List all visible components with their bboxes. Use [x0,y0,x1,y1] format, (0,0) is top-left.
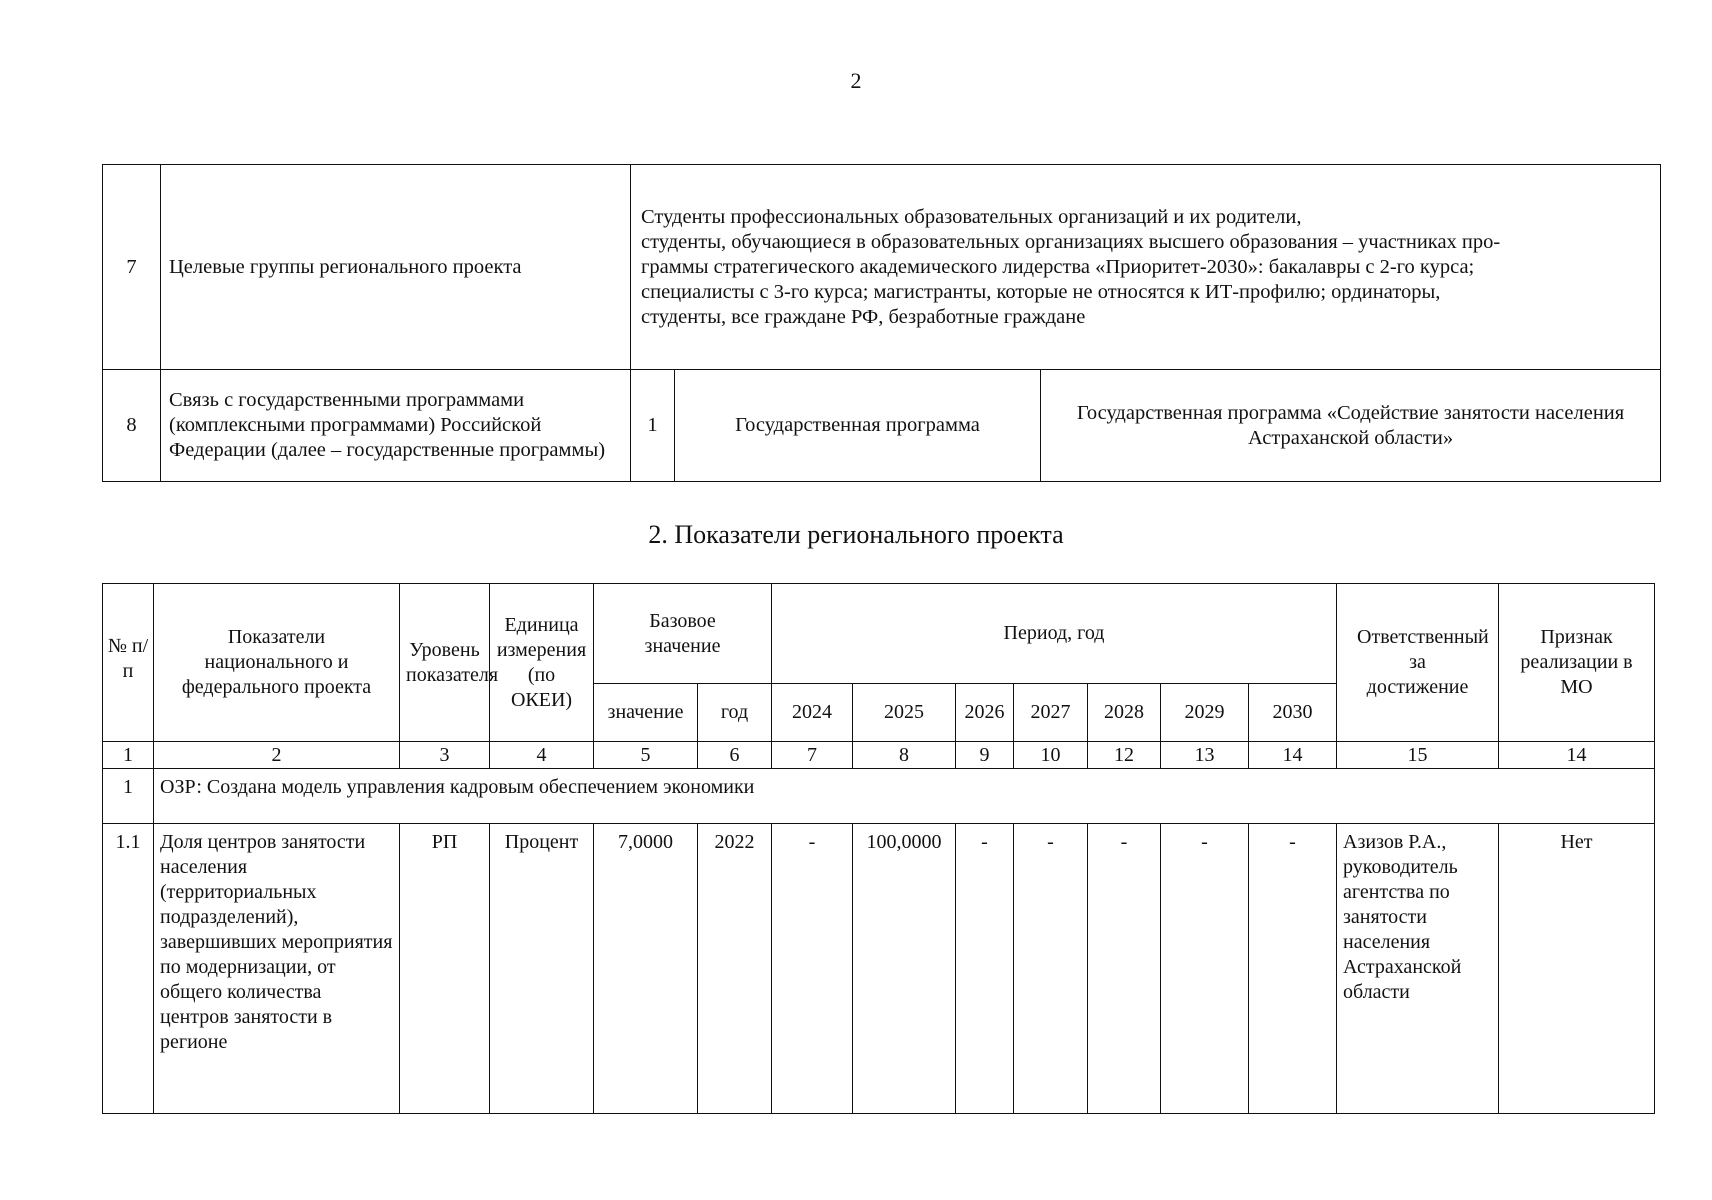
indicator-base-value: 7,0000 [594,824,698,1114]
header-year: 2028 [1088,684,1161,742]
section-title: 2. Показатели регионального проекта [648,520,1064,549]
indicator-base-year: 2022 [698,824,772,1114]
column-numbers-row [103,742,1655,769]
indicator-name: Доля центров занятости населения (территориальных подразделений), завершивших мероприятия по модернизации, от общего количества центров занятости в регионе [154,824,400,1114]
header-year: 2030 [1249,684,1337,742]
state-programs-label: Связь с государственными программами (комплексными программами) Российской Федерации (далее – государственные программы) [161,370,631,482]
row-number: 8 [103,370,161,482]
indicators-table [102,583,1655,1114]
target-groups-row [103,165,1661,370]
column-number: 10 [1014,742,1088,769]
column-number: 2 [154,742,400,769]
row-number: 7 [103,165,161,370]
section-row [103,769,1655,824]
indicator-row [103,824,1655,1114]
target-groups-content [631,165,1661,370]
program-name: Государственная программа «Содействие занятости населения Астраханской области» [1041,370,1661,482]
column-number: 13 [1161,742,1249,769]
indicator-value-2027: - [1014,824,1088,1114]
indicator-value-2030: - [1249,824,1337,1114]
header-year: 2027 [1014,684,1088,742]
indicator-value-2025: 100,0000 [853,824,956,1114]
header-base: Базовое значение [594,584,772,684]
section-number: 1 [103,769,154,824]
target-groups-line: студенты, все граждане РФ, безработные граждане [641,305,1086,328]
header-base-value: значение [594,684,698,742]
column-number: 9 [956,742,1014,769]
section-text: ОЗР: Создана модель управления кадровым обеспечением экономики [154,769,1655,824]
header-year: 2029 [1161,684,1249,742]
header-unit: Единица измерения (по ОКЕИ) [490,584,594,742]
program-sub-number: 1 [631,370,675,482]
indicator-number: 1.1 [103,824,154,1114]
target-groups-line: специалисты с 3-го курса; магистранты, которые не относятся к ИТ-профилю; ординаторы, [641,280,1441,303]
header-year: 2024 [772,684,853,742]
indicator-responsible: Азизов Р.А., руководитель агентства по занятости населения Астраханской области [1337,824,1499,1114]
indicator-value-2026: - [956,824,1014,1114]
header-row [103,584,1655,684]
target-groups-line: Студенты профессиональных образовательных организаций и их родители, [641,205,1302,228]
column-number: 6 [698,742,772,769]
indicator-unit: Процент [490,824,594,1114]
column-number: 1 [103,742,154,769]
header-level: Уровень показателя [400,584,490,742]
indicator-level: РП [400,824,490,1114]
header-year: 2025 [853,684,956,742]
column-number: 12 [1088,742,1161,769]
indicator-value-2028: - [1088,824,1161,1114]
header-mo-flag: Признак реализации в МО [1499,584,1655,742]
column-number: 8 [853,742,956,769]
page-number: 2 [850,68,862,93]
column-number: 4 [490,742,594,769]
column-number: 7 [772,742,853,769]
target-groups-line: граммы стратегического академического лидерства «Приоритет-2030»: бакалавры с 2-го курса; [641,255,1475,278]
header-year: 2026 [956,684,1014,742]
indicator-mo-flag: Нет [1499,824,1655,1114]
header-responsible: Ответственный за достижение [1337,584,1499,742]
passport-table [102,164,1661,482]
header-base-year: год [698,684,772,742]
column-number: 15 [1337,742,1499,769]
header-period: Период, год [772,584,1337,684]
program-type: Государственная программа [675,370,1041,482]
column-number: 3 [400,742,490,769]
column-number: 14 [1499,742,1655,769]
target-groups-line: студенты, обучающиеся в образовательных организациях высшего образования – участниках про- [641,230,1501,253]
state-programs-row [103,370,1661,482]
header-num: № п/п [103,584,154,742]
indicator-value-2029: - [1161,824,1249,1114]
column-number: 5 [594,742,698,769]
target-groups-label: Целевые группы регионального проекта [161,165,631,370]
indicator-value-2024: - [772,824,853,1114]
column-number: 14 [1249,742,1337,769]
header-indicator-name: Показатели национального и федерального проекта [154,584,400,742]
